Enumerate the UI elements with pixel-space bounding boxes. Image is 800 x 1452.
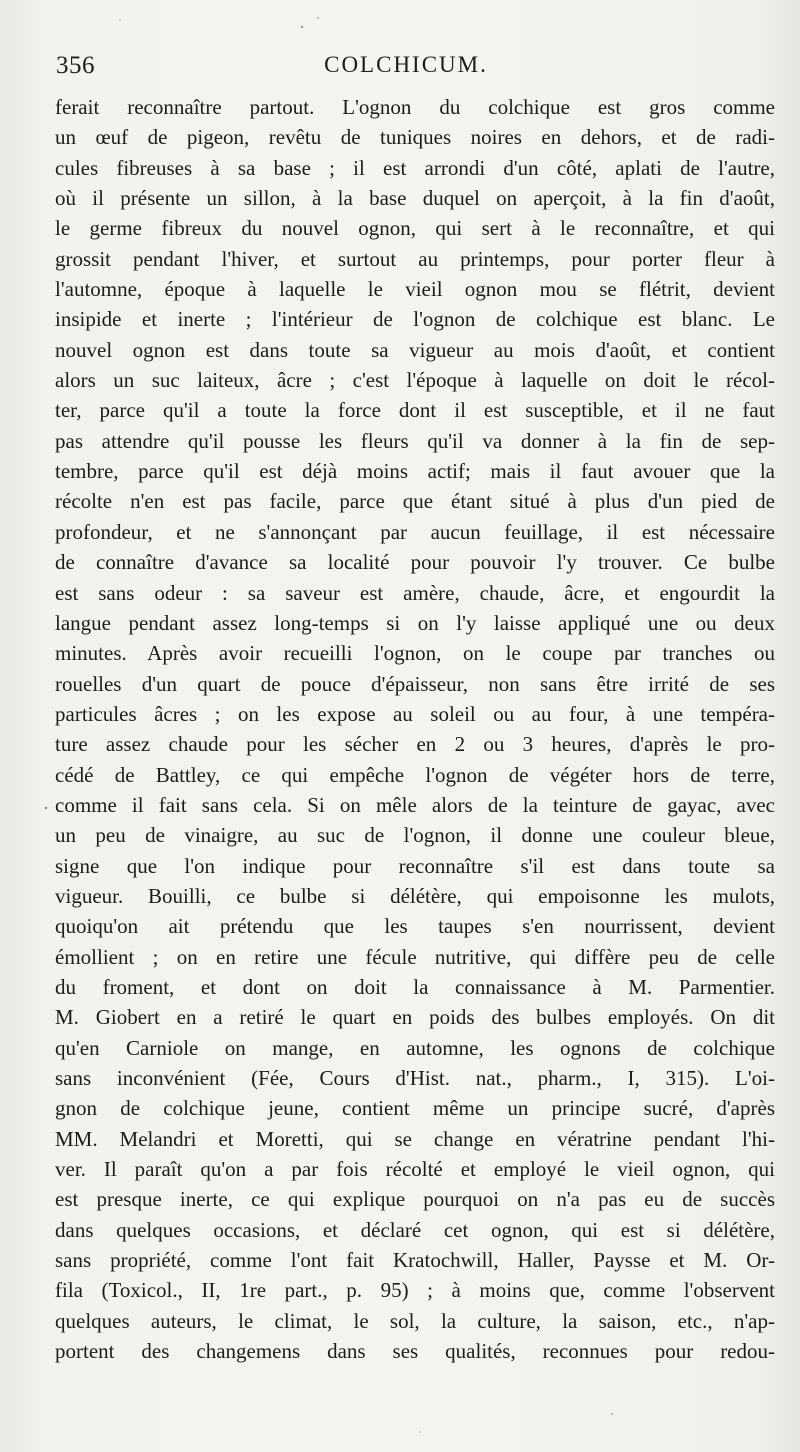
text-line: est presque inerte, ce qui explique pourquoi on n'a pas eu de succès — [55, 1187, 775, 1212]
text-line: vigueur. Bouilli, ce bulbe si délétère, qui empoisonne les mulots, — [55, 883, 775, 908]
text-line: particules âcres ; on les expose au soleil ou au four, à une tempéra- — [55, 701, 775, 726]
text-line: un œuf de pigeon, revêtu de tuniques noires en dehors, et de radi- — [55, 125, 775, 150]
text-line: gnon de colchique jeune, contient même un principe sucré, d'après — [55, 1096, 775, 1121]
page-number: 356 — [56, 52, 95, 79]
text-line: ferait reconnaître partout. L'ognon du colchique est gros comme — [55, 95, 775, 119]
text-line: langue pendant assez long-temps si on l'y laisse appliqué une ou deux — [55, 610, 775, 635]
text-line: nouvel ognon est dans toute sa vigueur au mois d'août, et contient — [55, 337, 775, 362]
text-line: ter, parce qu'il a toute la force dont il est susceptible, et il ne faut — [55, 398, 775, 423]
text-line: quoiqu'on ait prétendu que les taupes s'en nourrissent, devient — [55, 914, 775, 939]
page-header — [56, 52, 756, 86]
text-line: quelques auteurs, le climat, le sol, la culture, la saison, etc., n'ap- — [55, 1308, 775, 1333]
text-line: sans inconvénient (Fée, Cours d'Hist. nat., pharm., I, 315). L'oi- — [55, 1066, 775, 1090]
text-line: récolte n'en est pas facile, parce que étant situé à plus d'un pied de — [55, 489, 775, 514]
text-line: un peu de vinaigre, au suc de l'ognon, il donne une couleur bleue, — [55, 823, 775, 848]
text-line: profondeur, et ne s'annonçant par aucun feuillage, il est nécessaire — [55, 519, 775, 544]
body-text — [55, 92, 775, 1366]
text-line: qu'en Carniole on mange, en automne, les ognons de colchique — [55, 1035, 775, 1060]
text-line: MM. Melandri et Moretti, qui se change en vératrine pendant l'hi- — [55, 1126, 775, 1151]
text-line: rouelles d'un quart de pouce d'épaisseur, non sans être irrité de ses — [55, 671, 775, 696]
text-line: insipide et inerte ; l'intérieur de l'ognon de colchique est blanc. Le — [55, 307, 775, 332]
text-line: minutes. Après avoir recueilli l'ognon, on le coupe par tranches ou — [55, 641, 775, 666]
text-line: sans propriété, comme l'ont fait Kratochwill, Haller, Paysse et M. Or- — [55, 1248, 775, 1273]
text-line: ture assez chaude pour les sécher en 2 ou 3 heures, d'après le pro- — [55, 732, 775, 757]
text-line: pas attendre qu'il pousse les fleurs qu'il va donner à la fin de sep- — [55, 428, 775, 453]
text-line: de connaître d'avance sa localité pour pouvoir l'y trouver. Ce bulbe — [55, 550, 775, 575]
text-line: tembre, parce qu'il est déjà moins actif; mais il faut avouer que la — [55, 459, 775, 484]
text-line: cédé de Battley, ce qui empêche l'ognon de végéter hors de terre, — [55, 762, 775, 787]
text-line: cules fibreuses à sa base ; il est arrondi d'un côté, aplati de l'autre, — [55, 155, 775, 180]
running-title: COLCHICUM. — [324, 52, 488, 77]
text-line: dans quelques occasions, et déclaré cet ognon, qui est si délétère, — [55, 1217, 775, 1242]
text-line: du froment, et dont on doit la connaissance à M. Parmentier. — [55, 974, 775, 999]
text-line: ver. Il paraît qu'on a par fois récolté et employé le vieil ognon, qui — [55, 1157, 775, 1182]
text-line: alors un suc laiteux, âcre ; c'est l'époque à laquelle on doit le récol- — [55, 368, 775, 393]
text-line: où il présente un sillon, à la base duquel on aperçoit, à la fin d'août, — [55, 186, 775, 211]
text-line: comme il fait sans cela. Si on mêle alors de la teinture de gayac, avec — [55, 792, 775, 817]
text-line: le germe fibreux du nouvel ognon, qui sert à le reconnaître, et qui — [55, 216, 775, 241]
text-line: portent des changemens dans ses qualités, reconnues pour redou- — [55, 1339, 775, 1364]
text-line: fila (Toxicol., II, 1re part., p. 95) ; à moins que, comme l'observent — [55, 1278, 775, 1303]
text-line: l'automne, époque à laquelle le vieil ognon mou se flétrit, devient — [55, 277, 775, 302]
text-line: M. Giobert en a retiré le quart en poids des bulbes employés. On dit — [55, 1005, 775, 1030]
text-line: est sans odeur : sa saveur est amère, chaude, âcre, et engourdit la — [55, 580, 775, 605]
text-line: émollient ; on en retire une fécule nutritive, qui diffère peu de celle — [55, 944, 775, 969]
text-line: grossit pendant l'hiver, et surtout au printemps, pour porter fleur à — [55, 246, 775, 271]
text-line: signe que l'on indique pour reconnaître s'il est dans toute sa — [55, 853, 775, 878]
